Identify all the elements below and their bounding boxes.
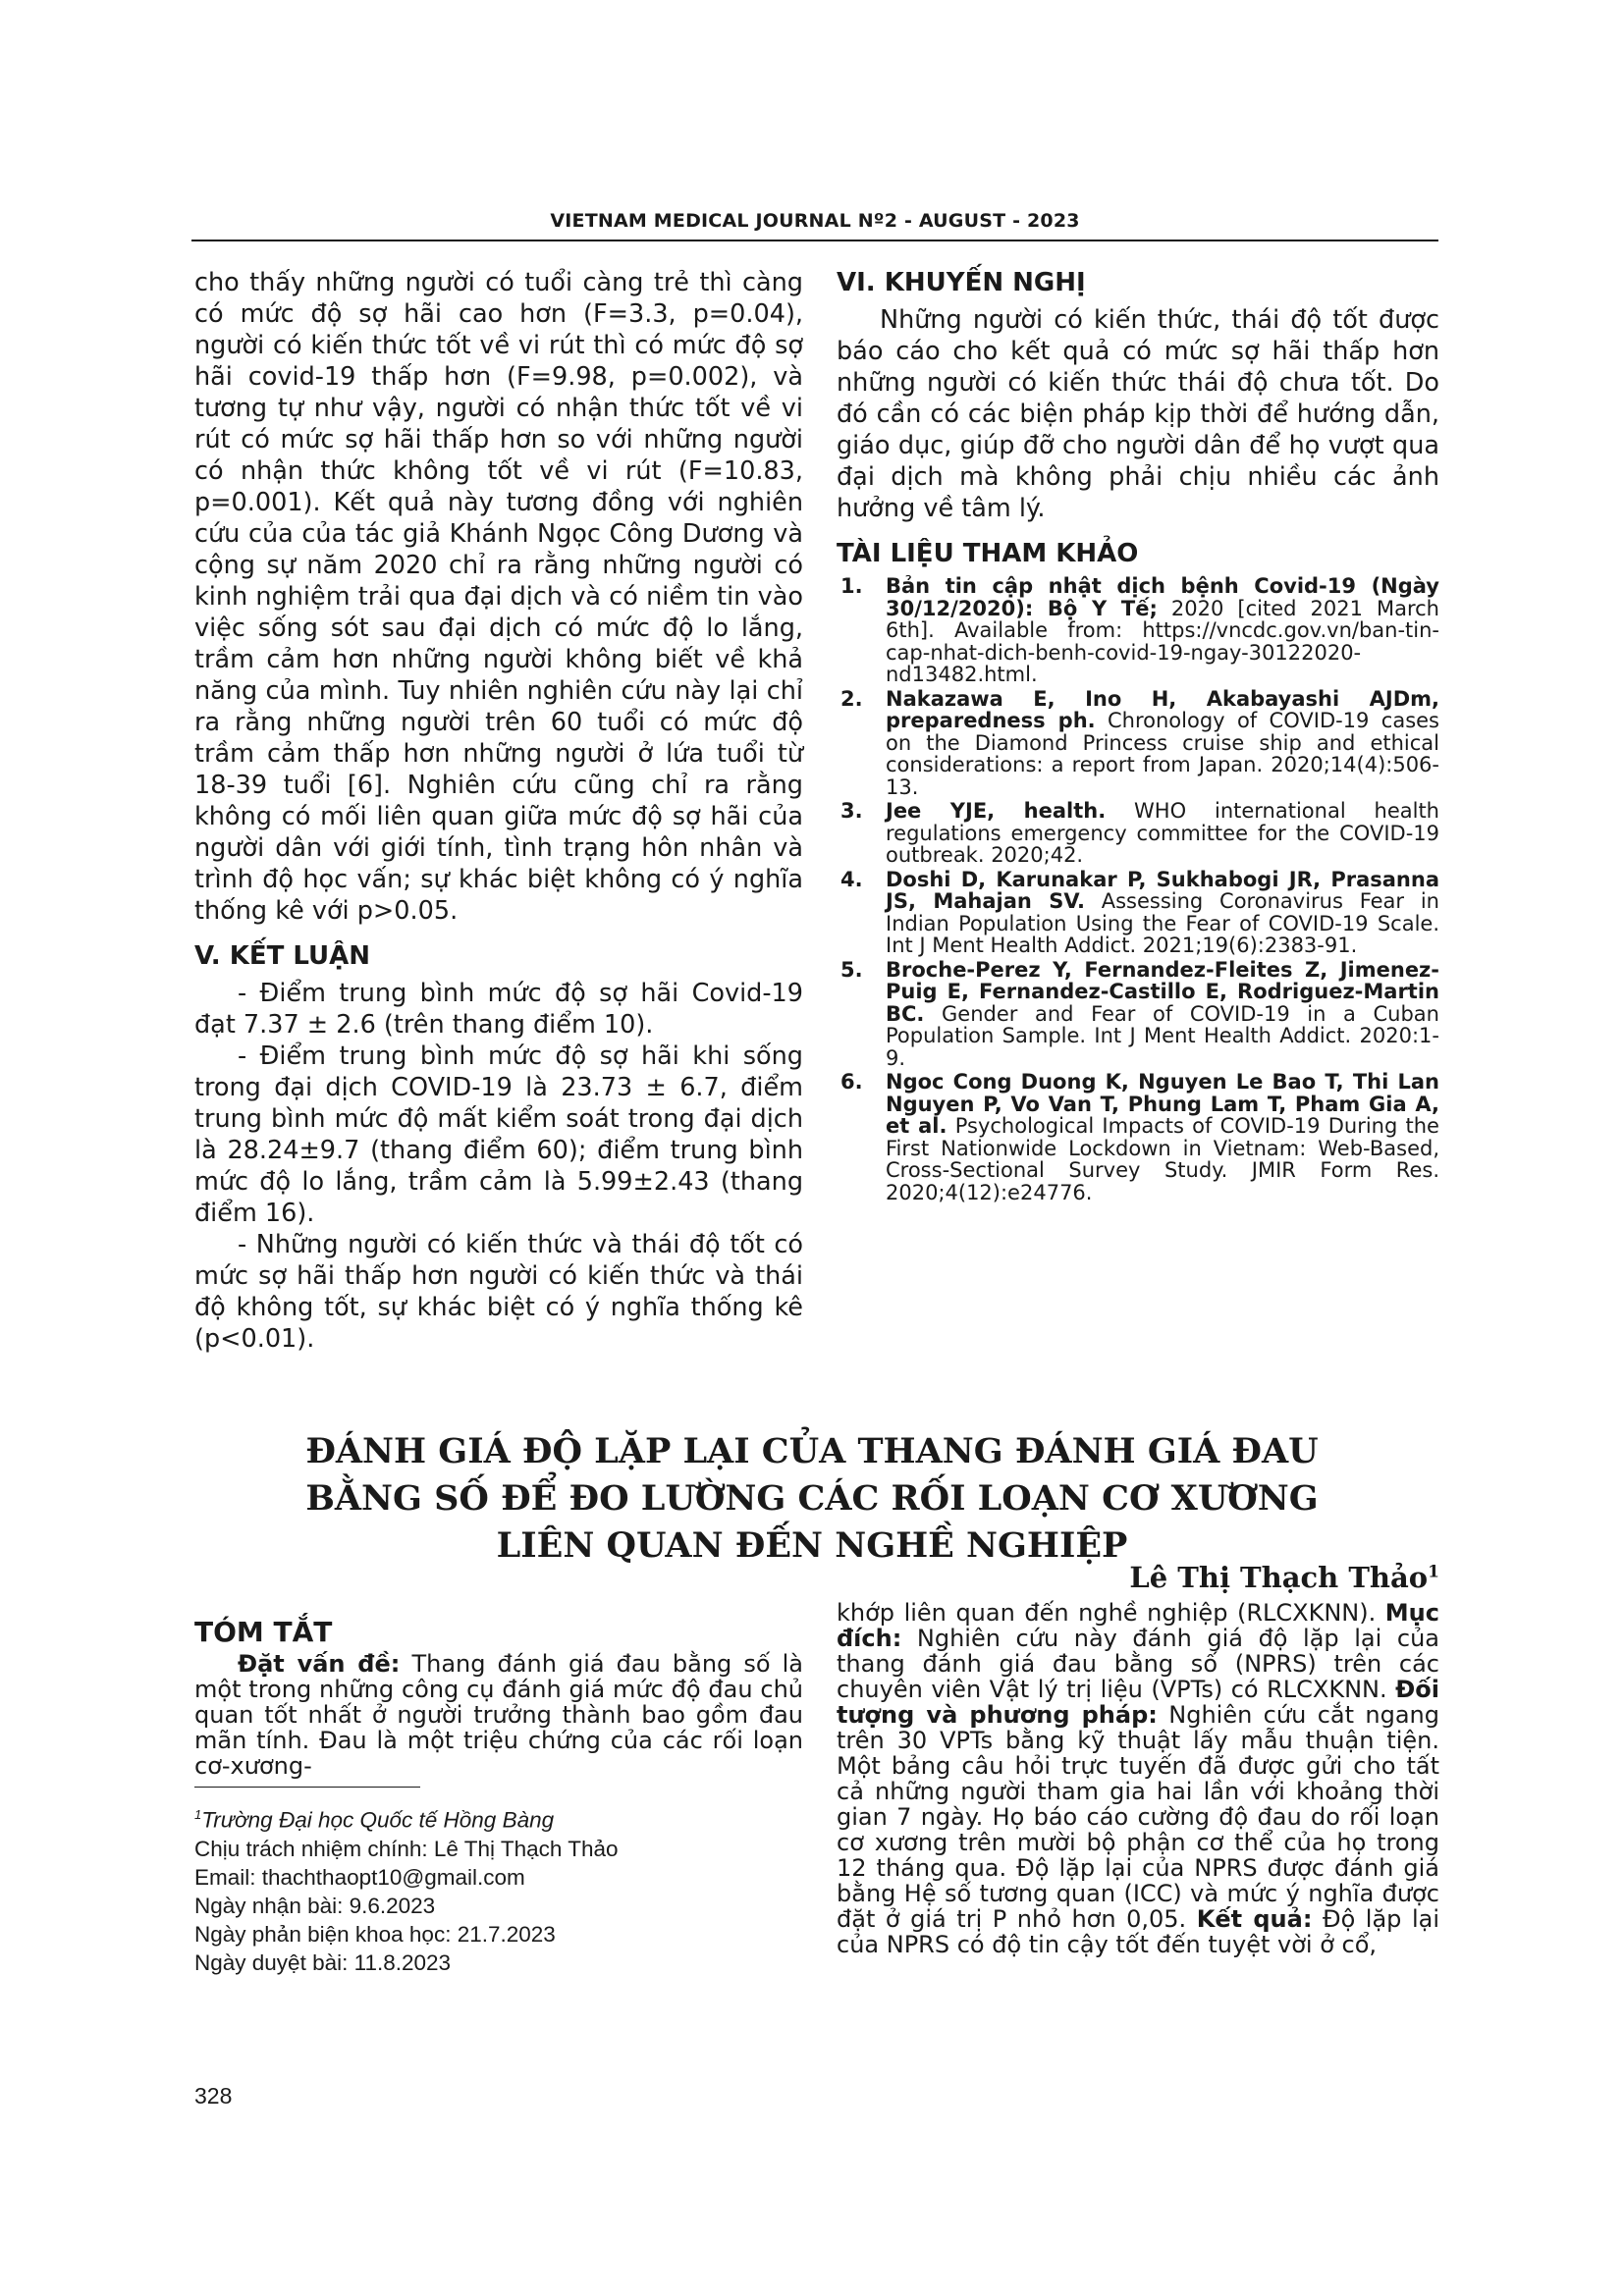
footnote-rule [194,1787,420,1788]
reference-item: 5. Broche-Perez Y, Fernandez-Fleites Z, Jimenez-Puig E, Fernandez-Castillo E, Rodriguez-Martin BC. Gender and Fear of COVID-19 in a Cuban Population Sample. Int J Ment Health Addict. 2020:1-9. [840,957,1439,1070]
abstract-heading: TÓM TẮT [194,1616,333,1648]
running-header [191,210,1438,232]
page-number: 328 [194,2083,233,2109]
journal-name: VIETNAM MEDICAL JOURNAL Nº2 - AUGUST - 2023 [550,210,1080,232]
reference-item: 1. Bản tin cập nhật dịch bệnh Covid-19 (Ngày 30/12/2020): Bộ Y Tế; 2020 [cited 2021 March 6th]. Available from: https://vncdc.gov.vn/ban-tin-cap-nhat-dich-benh-covid-19-ngay-30122020-nd13482.html. [840,574,1439,686]
conclusion-heading: V. KẾT LUẬN [194,941,371,971]
author-name: Lê Thị Thạch Thảo$^1$ [1129,1561,1439,1594]
header-rule [191,240,1438,241]
reference-item: 4. Doshi D, Karunakar P, Sukhabogi JR, Prasanna JS, Mahajan SV. Assessing Coronavirus Fear in Indian Population Using the Fear of COVID-19 Scale. Int J Ment Health Addict. 2021;19(6):2383-91. [840,867,1439,957]
right-column [837,267,1439,1205]
recommend-text: Những người có kiến thức, thái độ tốt được báo cáo cho kết quả có mức sợ hãi thấp hơn những người có kiến thức thái độ chưa tốt. Do đó cần có các biện pháp kịp thời để hướng dẫn, giáo dục, giúp đỡ cho người dân để họ vượt qua đại dịch mà không phải chịu nhiều các ảnh hưởng về tâm lý. [837,305,1439,523]
recommend-heading: VI. KHUYẾN NGHỊ [837,268,1086,297]
reference-item: 6. Ngoc Cong Duong K, Nguyen Le Bao T, Thi Lan Nguyen P, Vo Van T, Phung Lam T, Pham Gia A, et al. Psychological Impacts of COVID-19 During the First Nationwide Lockdown in Vietnam: Web-Based, Cross-Sectional Survey Study. JMIR Form Res. 2020;4(12):e24776. [840,1070,1439,1204]
abstract-body: khớp liên quan đến nghề nghiệp (RLCXKNN). Mục đích: Nghiên cứu này đánh giá độ lặp lại của thang đánh giá đau bằng số (NPRS) trên các chuyên viên Vật lý trị liệu (VPTs) có RLCXKNN. Đối tượng và phương pháp: Nghiên cứu cắt ngang trên 30 VPTs bằng kỹ thuật lấy mẫu thuận tiện. Một bảng câu hỏi trực tuyến đã được gửi cho tất cả những người tham gia hai lần với khoảng thời gian 7 ngày. Họ báo cáo cường độ đau do rối loạn cơ xương trên mười bộ phận cơ thể của họ trong 12 tháng qua. Độ lặp lại của NPRS được đánh giá bằng Hệ số tương quan (ICC) và mức ý nghĩa được đặt ở giá trị P nhỏ hơn 0,05. Kết quả: Độ lặp lại của NPRS có độ tin cậy tốt đến tuyệt vời ở cổ, [837,1599,1440,1958]
reference-list [837,575,1439,1203]
reference-item: 3. Jee YJE, health. WHO international health regulations emergency committee for the COVID-19 outbreak. 2020;42. [840,799,1439,867]
abstract-intro: Đặt vấn đề: Thang đánh giá đau bằng số là một trong những công cụ đánh giá mức độ đau chủ quan tốt nhất ở người trưởng thành bao gồm đau mãn tính. Đau là một triệu chứng của các rối loạn cơ-xương- [194,1650,804,1780]
title-line: ĐÁNH GIÁ ĐỘ LẶP LẠI CỦA THANG ĐÁNH GIÁ ĐAU [305,1431,1319,1471]
article-title [226,1428,1398,1570]
title-line: BẰNG SỐ ĐỂ ĐO LƯỜNG CÁC RỐI LOẠN CƠ XƯƠNG [305,1478,1319,1519]
reference-item: 2. Nakazawa E, Ino H, Akabayashi AJDm, preparedness ph. Chronology of COVID-19 cases on the Diamond Princess cruise ship and ethical considerations: a report from Japan. 2020;14(4):506-13. [840,686,1439,799]
title-line: LIÊN QUAN ĐẾN NGHỀ NGHIỆP [496,1525,1128,1566]
references-heading: TÀI LIỆU THAM KHẢO [837,539,1139,568]
accepted-date: Ngày duyệt bài: 11.8.2023 [194,1949,452,1975]
received-date: Ngày nhận bài: 9.6.2023 [194,1893,436,1918]
abstract-right [837,1600,1439,1957]
affiliation: $^1$Trường Đại học Quốc tế Hồng Bàng [194,1807,555,1833]
email: Email: thachthaopt10@gmail.com [194,1864,525,1890]
discussion-continuation: cho thấy những người có tuổi càng trẻ thì càng có mức độ sợ hãi cao hơn (F=3.3, p=0.04), người có kiến thức tốt về vi rút thì có mức độ sợ hãi covid-19 thấp hơn (F=9.98, p=0.002), và tương tự như vậy, người có nhận thức tốt về vi rút có mức sợ hãi thấp hơn so với những người có nhận thức không tốt về vi rút (F=10.83, p=0.001). Kết quả này tương đồng với nghiên cứu của của tác giả Khánh Ngọc Công Dương và cộng sự năm 2020 chỉ ra rằng những người có kinh nghiệm trải qua đại dịch và có niềm tin vào việc sống sót sau đại dịch có mức độ lo lắng, trầm cảm hơn những người không biết về khả năng của mình. Tuy nhiên nghiên cứu này lại chỉ ra rằng những người trên 60 tuổi có mức độ trầm cảm thấp hơn những người ở lứa tuổi từ 18-39 tuổi [6]. Nghiên cứu cũng chỉ ra rằng không có mối liên quan giữa mức độ sợ hãi của người dân với giới tính, tình trạng hôn nhân và trình độ học vấn; sự khác biệt không có ý nghĩa thống kê với p>0.05. [194,268,803,926]
corresponding-author: Chịu trách nhiệm chính: Lê Thị Thạch Thảo [194,1836,619,1861]
conclusion-item: - Điểm trung bình mức độ sợ hãi Covid-19 đạt 7.37 ± 2.6 (trên thang điểm 10). [194,979,803,1040]
footnotes [194,1800,803,1977]
review-date: Ngày phản biện khoa học: 21.7.2023 [194,1921,556,1947]
abstract-left [194,1616,804,1780]
conclusion-item: - Những người có kiến thức và thái độ tốt có mức sợ hãi thấp hơn người có kiến thức và thái độ không tốt, sự khác biệt có ý nghĩa thống kê (p<0.01). [194,1230,803,1354]
conclusion-item: - Điểm trung bình mức độ sợ hãi khi sống trong đại dịch COVID-19 là 23.73 ± 6.7, điểm trung bình mức độ mất kiểm soát trong đại dịch là 28.24±9.7 (thang điểm 60); điểm trung bình mức độ lo lắng, trầm cảm là 5.99±2.43 (thang điểm 16). [194,1041,803,1228]
left-column [194,267,803,1355]
